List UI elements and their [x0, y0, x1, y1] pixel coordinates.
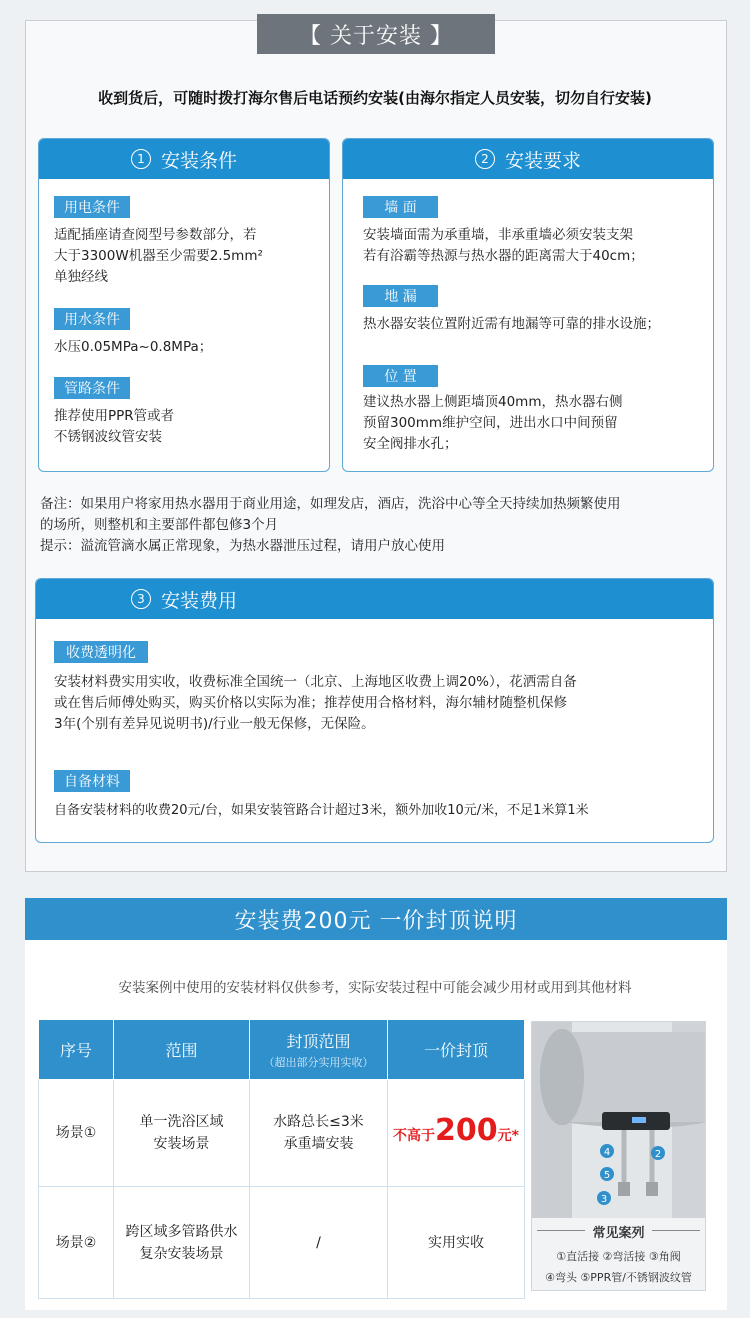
wall-tag: 墙 面 — [363, 196, 438, 218]
table-row — [39, 1080, 525, 1187]
step-number: 3 — [131, 589, 151, 609]
price-suffix: 元* — [497, 1127, 519, 1144]
row-cap: 水路总长≤3米 承重墙安装 — [250, 1080, 388, 1187]
header-cap-note: （超出部分实用实收） — [263, 1056, 374, 1069]
price-value: 200 — [435, 1112, 498, 1148]
power-text: 适配插座请查阅型号参数部分，若 大于3300W机器至少需要2.5mm² 单独经线 — [54, 227, 263, 285]
fees-header — [36, 579, 713, 619]
step-number: 2 — [475, 149, 495, 169]
table-header-row — [39, 1020, 525, 1080]
note-line2: 的场所，则整机和主要部件都包修3个月 — [40, 517, 279, 533]
svg-text:2: 2 — [654, 1149, 662, 1160]
row-price — [388, 1080, 525, 1187]
fees-title: 安装费用 — [161, 589, 238, 612]
row-id: 场景① — [39, 1080, 114, 1187]
row-id: 场景② — [39, 1187, 114, 1299]
intro-text: 收到货后，可随时拨打海尔售后电话预约安装(由海尔指定人员安装，切勿自行安装) — [98, 89, 652, 107]
transparent-text: 安装材料费实用实收，收费标准全国统一（北京、上海地区收费上调20%），花洒需自备 或在售后师傅处购买，购买价格以实际为准；推荐使用合格材料，海尔辅材随整机保修 3年(个别有差异见说明书)/行业一般无保修，无保险。 — [54, 674, 577, 732]
header-cap-label: 封顶范围 — [286, 1032, 351, 1051]
drain-tag: 地 漏 — [363, 285, 438, 307]
row-cap: / — [250, 1187, 388, 1299]
position-tag: 位 置 — [363, 365, 438, 387]
pipe-text: 推荐使用PPR管或者 不锈钢波纹管安装 — [54, 408, 175, 445]
svg-text:3: 3 — [600, 1194, 608, 1205]
row-scope: 跨区域多管路供水 复杂安装场景 — [114, 1187, 250, 1299]
self-material-tag: 自备材料 — [54, 770, 130, 792]
header-id: 序号 — [39, 1020, 114, 1080]
tip-line: 提示：溢流管滴水属正常现象，为热水器泄压过程，请用户放心使用 — [40, 538, 445, 554]
price-cap-banner: 安装费200元 一价封顶说明 — [25, 898, 727, 940]
water-text: 水压0.05MPa~0.8MPa； — [54, 339, 213, 355]
cases-title: 常见案列 — [592, 1226, 645, 1241]
conditions-header — [39, 139, 329, 179]
transparent-tag: 收费透明化 — [54, 641, 148, 663]
table-row — [39, 1187, 525, 1299]
svg-text:4: 4 — [603, 1147, 611, 1158]
note-line1: 备注：如果用户将家用热水器用于商业用途，如理发店，酒店，洗浴中心等全天持续加热频繁使用 — [40, 496, 621, 512]
row-price: 实用实收 — [388, 1187, 525, 1299]
pipe-tag: 管路条件 — [54, 377, 130, 399]
price-table — [38, 1019, 525, 1299]
position-text: 建议热水器上侧距墙顶40mm，热水器右侧 预留300mm维护空间，进出水口中间预留 安全阀排水孔； — [363, 394, 623, 452]
header-price: 一价封顶 — [388, 1020, 525, 1080]
header-scope: 范围 — [114, 1020, 250, 1080]
self-material-text: 自备安装材料的收费20元/台，如果安装管路合计超过3米，额外加收10元/米，不足1米算1米 — [54, 803, 589, 818]
requirements-title: 安装要求 — [504, 149, 581, 172]
step-number: 1 — [131, 149, 151, 169]
drain-text: 热水器安装位置附近需有地漏等可靠的排水设施； — [363, 316, 660, 332]
cases-line1: ①直活接 ②弯活接 ③角阀 — [556, 1250, 681, 1263]
wall-text: 安装墙面需为承重墙，非承重墙必须安装支架 若有浴霸等热源与热水器的距离需大于40cm； — [363, 227, 644, 264]
section-title: 【 关于安装 】 — [257, 14, 495, 54]
price-prefix: 不高于 — [393, 1127, 436, 1144]
row-scope: 单一洗浴区域 安装场景 — [114, 1080, 250, 1187]
price-cap-subtitle: 安装案例中使用的安装材料仅供参考，实际安装过程中可能会减少用材或用到其他材料 — [118, 980, 632, 996]
conditions-title: 安装条件 — [160, 149, 237, 172]
header-cap — [250, 1020, 388, 1080]
svg-text:5: 5 — [603, 1170, 611, 1181]
cases-line2: ④弯头 ⑤PPR管/不锈钢波纹管 — [545, 1271, 692, 1284]
power-tag: 用电条件 — [54, 196, 130, 218]
requirements-header — [343, 139, 713, 179]
water-tag: 用水条件 — [54, 308, 130, 330]
